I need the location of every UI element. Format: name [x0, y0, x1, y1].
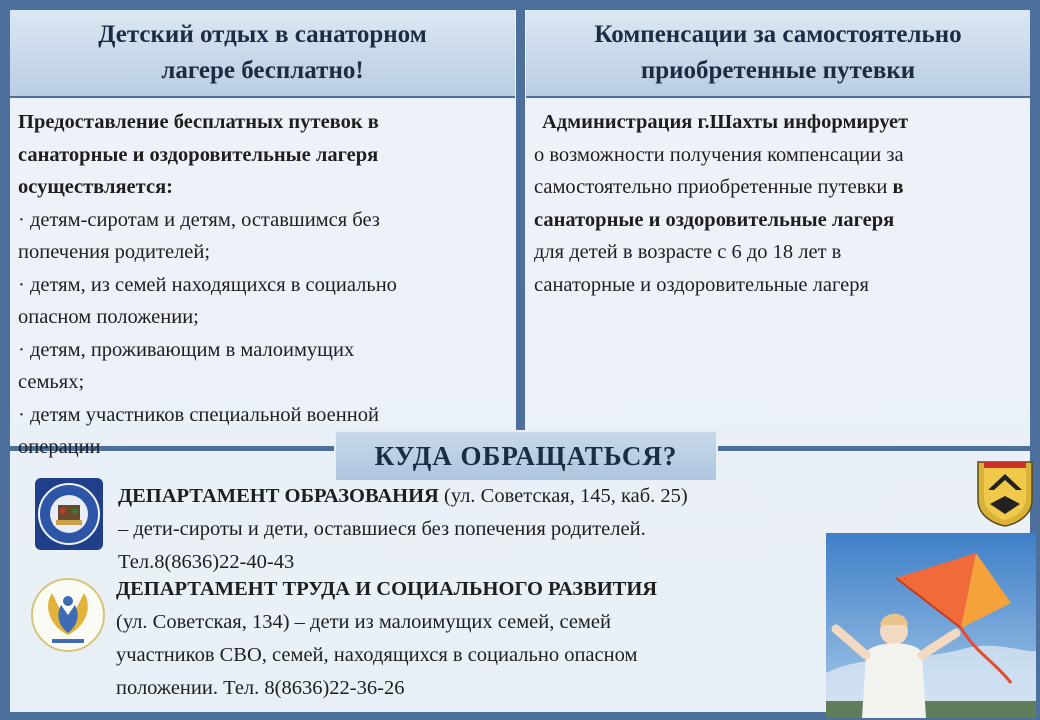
left-panel-title — [10, 10, 515, 98]
where-heading: КУДА ОБРАЩАТЬСЯ? — [334, 430, 718, 482]
right-line3-bold: в — [887, 176, 904, 198]
education-department-emblem-icon — [34, 477, 104, 551]
intro-line3: осуществляется: — [18, 176, 173, 198]
left-title-line2: лагере бесплатно! — [161, 57, 364, 84]
list-item — [18, 269, 518, 334]
right-line1: Администрация г.Шахты информирует — [542, 111, 909, 133]
right-line3-normal: самостоятельно приобретенные путевки — [534, 176, 888, 198]
right-panel-body — [534, 106, 1029, 301]
frame-left — [0, 0, 10, 720]
right-line3 — [534, 171, 1029, 204]
intro-line1: Предоставление бесплатных путевок в — [18, 111, 379, 133]
right-title-line1: Компенсации за самостоятельно — [594, 21, 962, 48]
list-item-line2: семьях; — [18, 371, 85, 393]
list-item — [18, 204, 518, 269]
list-item — [18, 334, 518, 399]
social-department-emblem-icon — [28, 575, 108, 655]
right-line4: санаторные и оздоровительные лагеря — [534, 208, 895, 231]
list-item-line1: · детям, из семей находящихся в социально — [18, 273, 397, 296]
education-department-contact — [118, 480, 878, 579]
list-item-line1: · детям, проживающим в малоимущих — [18, 338, 355, 361]
right-title-line2: приобретенные путевки — [640, 57, 916, 84]
soc-name: ДЕПАРТАМЕНТ ТРУДА И СОЦИАЛЬНОГО РАЗВИТИЯ — [116, 578, 658, 600]
list-item-line2: операции — [18, 436, 101, 458]
right-line5: для детей в возрасте с 6 до 18 лет в — [534, 241, 842, 263]
edu-name: ДЕПАРТАМЕНТ ОБРАЗОВАНИЯ — [118, 485, 439, 507]
list-item-line1: · детям участников специальной военной — [18, 403, 379, 426]
soc-line3: участников СВО, семей, находящихся в социально опасном — [116, 644, 638, 666]
social-department-contact — [116, 573, 836, 705]
edu-line1 — [118, 480, 878, 513]
intro-line2: санаторные и оздоровительные лагеря — [18, 143, 379, 166]
edu-address: (ул. Советская, 145, каб. 25) — [438, 485, 688, 507]
right-line2: о возможности получения компенсации за — [534, 143, 904, 166]
soc-line2: (ул. Советская, 134) – дети из малоимущих семей, семей — [116, 611, 611, 633]
right-line6: санаторные и оздоровительные лагеря — [534, 273, 869, 296]
list-item-line1: · детям-сиротам и детям, оставшимся без — [18, 208, 380, 231]
left-title-line1: Детский отдых в санаторном — [98, 21, 427, 48]
left-panel-body — [18, 106, 518, 458]
city-coat-of-arms-icon — [976, 460, 1034, 528]
edu-line2: – дети-сироты и дети, оставшиеся без попечения родителей. — [118, 518, 646, 540]
soc-line4: положении. Тел. 8(8636)22-36-26 — [116, 677, 405, 699]
list-item-line2: попечения родителей; — [18, 241, 211, 263]
edu-phone: Тел.8(8636)22-40-43 — [118, 551, 295, 573]
right-panel-title — [526, 10, 1030, 98]
list-item-line2: опасном положении; — [18, 306, 199, 328]
